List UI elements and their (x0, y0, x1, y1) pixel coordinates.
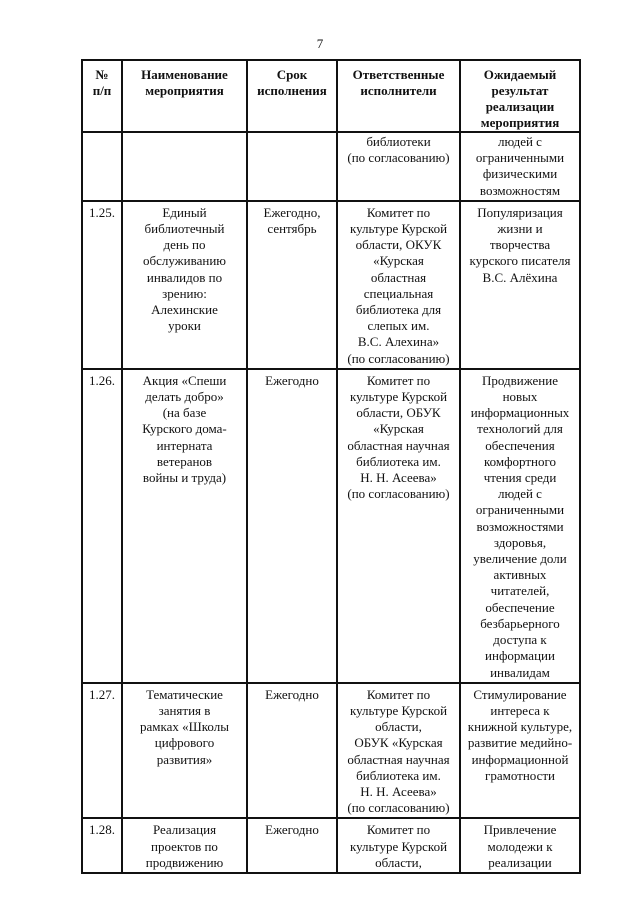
row-responsible: Комитет по культуре Курской области, (337, 818, 460, 873)
row-result: Привлечение молодежи к реализации (460, 818, 580, 873)
row-number: 1.26. (82, 369, 122, 683)
header-result: Ожидаемый результат реализации мероприятия (460, 60, 580, 132)
row-term (247, 132, 337, 201)
row-name (122, 132, 247, 201)
row-number: 1.27. (82, 683, 122, 819)
table-row (82, 818, 580, 873)
table-row (82, 683, 580, 819)
row-result: Стимулирование интереса к книжной культуре, развитие медийно- информационной грамотности (460, 683, 580, 819)
row-number: 1.25. (82, 201, 122, 369)
row-result: Популяризация жизни и творчества курского писателя В.С. Алёхина (460, 201, 580, 369)
row-term: Ежегодно, сентябрь (247, 201, 337, 369)
header-number: № п/п (82, 60, 122, 132)
table-row (82, 132, 580, 201)
row-number (82, 132, 122, 201)
row-term: Ежегодно (247, 683, 337, 819)
row-term: Ежегодно (247, 818, 337, 873)
row-responsible: библиотеки (по согласованию) (337, 132, 460, 201)
table-row (82, 201, 580, 369)
page-number: 7 (316, 36, 324, 51)
row-name: Акция «Спеши делать добро» (на базе Курского дома- интерната ветеранов войны и труда) (122, 369, 247, 683)
row-name: Единый библиотечный день по обслуживанию инвалидов по зрению: Алехинские уроки (122, 201, 247, 369)
table-header-row (82, 60, 580, 132)
header-term: Срок исполнения (247, 60, 337, 132)
row-responsible: Комитет по культуре Курской области, ОБУК «Курская областная научная библиотека им. Н. Н. Асеева» (по согласованию) (337, 369, 460, 683)
row-result: Продвижение новых информационных технологий для обеспечения комфортного чтения среди людей с ограниченными возможностями здоровья, увеличение доли активных читателей, обеспечение безбарьерного доступа к информации инвалидам (460, 369, 580, 683)
row-term: Ежегодно (247, 369, 337, 683)
row-name: Тематические занятия в рамках «Школы цифрового развития» (122, 683, 247, 819)
row-name: Реализация проектов по продвижению (122, 818, 247, 873)
header-responsible: Ответственные исполнители (337, 60, 460, 132)
table-row (82, 369, 580, 683)
activities-table (81, 59, 581, 874)
row-responsible: Комитет по культуре Курской области, ОКУК «Курская областная специальная библиотека для слепых им. В.С. Алехина» (по согласованию) (337, 201, 460, 369)
row-number: 1.28. (82, 818, 122, 873)
header-name: Наименование мероприятия (122, 60, 247, 132)
row-result: людей с ограниченными физическими возможностям (460, 132, 580, 201)
row-responsible: Комитет по культуре Курской области, ОБУК «Курская областная научная библиотека им. Н. Н. Асеева» (по согласованию) (337, 683, 460, 819)
